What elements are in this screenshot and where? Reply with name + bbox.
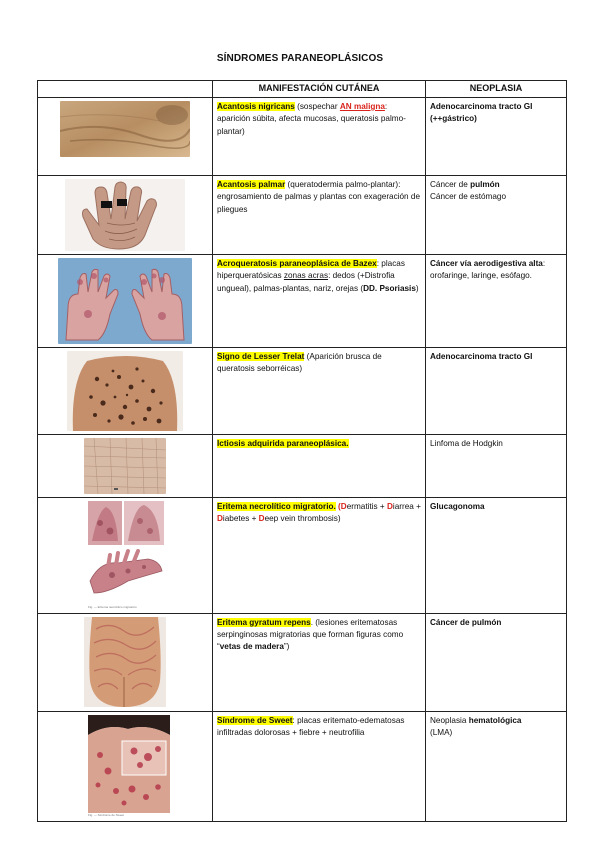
neoplasia-cell: Cáncer de pulmón (426, 613, 567, 711)
table-row (38, 176, 567, 255)
photo-cell (38, 498, 213, 614)
syndrome-name: Acantosis nigricans (217, 102, 295, 111)
manifestation-cell: Acantosis nigricans (sospechar AN maligna: aparición súbita, afecta mucosas, queratosis palmo-plantar) (213, 98, 426, 176)
photo-cell (38, 711, 213, 821)
table-row (38, 98, 567, 176)
syndrome-name: Eritema necrolítico migratorio. (217, 502, 336, 511)
photos-sweet-syndrome (88, 715, 170, 813)
table-row (38, 255, 567, 348)
figure-caption: Fig. — Síndrome de Sweet (88, 812, 125, 817)
syndrome-name: Ictiosis adquirida paraneoplásica. (217, 439, 349, 448)
table-row (38, 348, 567, 435)
hands-photo-bazex (58, 258, 192, 344)
header-manifestation: MANIFESTACIÓN CUTÁNEA (213, 81, 426, 98)
page-title: SÍNDROMES PARANEOPLÁSICOS (216, 53, 384, 64)
hand-photo-palmar-acanthosis (65, 179, 185, 251)
table-row (38, 711, 567, 821)
photo-cell (38, 98, 213, 176)
back-photo-seborrheic-keratoses (67, 351, 183, 431)
header-image-column (38, 81, 213, 98)
body-photo-gyratum-repens (84, 617, 166, 707)
skin-photo-ichthyosis (84, 438, 166, 494)
photo-cell (38, 613, 213, 711)
manifestation-cell: Acroqueratosis paraneoplásica de Bazex: placas hiperqueratósicas zonas acras: dedos (+Distrofia ungueal), palmas-plantas, nariz, orejas (DD. Psoriasis) (213, 255, 426, 348)
syndrome-name: Eritema gyratum repens (217, 617, 311, 627)
photos-necrolytic-erythema (88, 501, 166, 605)
manifestation-cell: Signo de Lesser Trelat (Aparición brusca de queratosis seborréicas) (213, 348, 426, 435)
syndrome-name: Signo de Lesser Trelat (217, 352, 305, 361)
neoplasia-cell: Adenocarcinoma tracto GI (++gástrico) (426, 98, 567, 176)
syndrome-name: Acantosis palmar (217, 180, 286, 189)
neoplasia-cell: Neoplasia hematológica (LMA) (426, 711, 567, 821)
neoplasia-cell: Linfoma de Hodgkin (426, 435, 567, 498)
manifestation-cell (213, 435, 426, 498)
manifestation-cell: Eritema gyratum repens. (lesiones eritematosas serpinginosas migratorias que forman figuras como “vetas de madera”) (213, 613, 426, 711)
table-header-row (38, 81, 567, 98)
table-row (38, 498, 567, 614)
photo-cell (38, 255, 213, 348)
table-row (38, 613, 567, 711)
syndromes-table (37, 80, 567, 822)
neoplasia-cell: Cáncer vía aerodigestiva alta: orofaringe, laringe, esófago. (426, 255, 567, 348)
neoplasia-cell: Cáncer de pulmón Cáncer de estómago (426, 176, 567, 255)
header-neoplasia: NEOPLASIA (426, 81, 567, 98)
manifestation-cell: Acantosis palmar (queratodermia palmo-plantar): engrosamiento de palmas y plantas con exageración de pliegues (213, 176, 426, 255)
figure-caption: Fig. — Eritema necrolítico migratorio (88, 605, 137, 609)
syndrome-name: Acroqueratosis paraneoplásica de Bazex (217, 259, 377, 268)
table-row (38, 435, 567, 498)
photo-cell (38, 435, 213, 498)
manifestation-cell: Síndrome de Sweet: placas eritemato-edematosas infiltradas dolorosas + fiebre + neutrofilia (213, 711, 426, 821)
skin-photo-axilla-acanthosis (60, 101, 190, 157)
photo-cell (38, 176, 213, 255)
syndrome-name: Síndrome de Sweet (217, 715, 293, 725)
photo-cell (38, 348, 213, 435)
neoplasia-cell: Glucagonoma (426, 498, 567, 614)
manifestation-cell: Eritema necrolítico migratorio. (Dermatitis + Diarrea + Diabetes + Deep vein thrombosis) (213, 498, 426, 614)
neoplasia-cell: Adenocarcinoma tracto GI (426, 348, 567, 435)
